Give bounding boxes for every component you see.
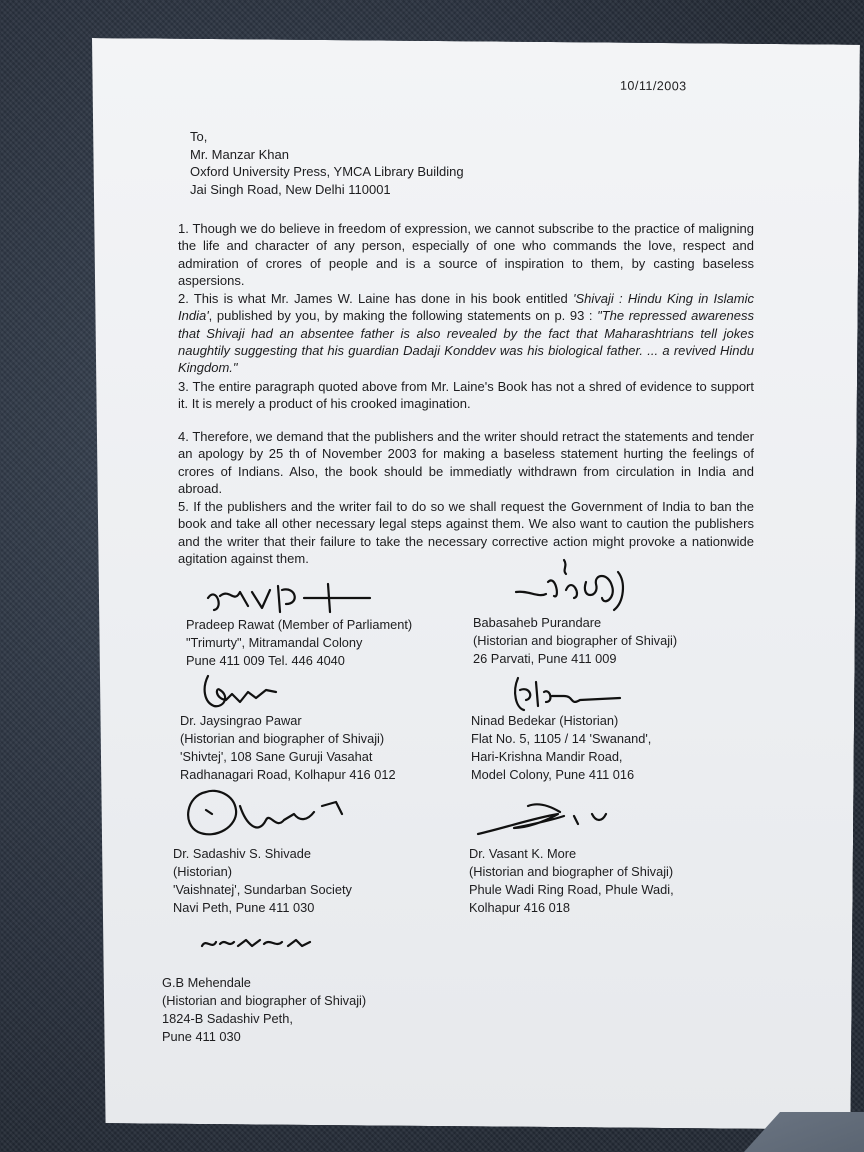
signatory-bedekar-address-1: Flat No. 5, 1105 / 14 'Swanand',	[471, 731, 652, 746]
recipient-address	[190, 128, 610, 198]
signatory-rawat-contact: Pune 411 009 Tel. 446 4040	[186, 653, 345, 668]
signatory-purandare	[473, 614, 677, 668]
signatory-pawar-name: Dr. Jaysingrao Pawar	[180, 713, 302, 728]
signatory-shivade	[173, 845, 352, 917]
paragraph-5: 5. If the publishers and the writer fail to do so we shall request the Government of India to ban the book and take all other necessary legal steps against them. We also want to caution the publishers and the writer that their failure to take the necessary corrective action might provoke a nationwide agitation against them.	[178, 499, 754, 566]
book-title: 'Shivaji : Hindu King in Islamic India'	[178, 291, 755, 324]
signatory-more	[469, 845, 674, 917]
recipient-line-1: Oxford University Press, YMCA Library Building	[190, 164, 464, 179]
paragraph-2	[178, 290, 754, 376]
salutation: To,	[190, 129, 208, 144]
signatory-shivade-address-2: Navi Peth, Pune 411 030	[173, 900, 315, 915]
signatory-shivade-address-1: 'Vaishnatej', Sundarban Society	[173, 882, 352, 897]
signatory-more-address-2: Kolhapur 416 018	[469, 900, 571, 915]
signature-purandare	[508, 552, 638, 622]
signatory-mehendale-address-2: Pune 411 030	[162, 1029, 241, 1044]
signatory-mehendale-title: (Historian and biographer of Shivaji)	[162, 993, 367, 1008]
signatory-pawar-title: (Historian and biographer of Shivaji)	[180, 731, 385, 746]
signatory-purandare-name: Babasaheb Purandare	[473, 615, 602, 630]
signature-more	[474, 798, 634, 844]
signatory-mehendale-address-1: 1824-B Sadashiv Peth,	[162, 1011, 293, 1026]
paragraph-3: 3. The entire paragraph quoted above from Mr. Laine's Book has not a shred of evidence to support it. It is merely a product of his crooked imagination.	[178, 379, 754, 412]
signatory-bedekar-name: Ninad Bedekar (Historian)	[471, 713, 619, 728]
signature-shivade	[176, 780, 366, 850]
signatory-bedekar-address-3: Model Colony, Pune 411 016	[471, 767, 635, 782]
signatory-purandare-address: 26 Parvati, Pune 411 009	[473, 651, 617, 666]
signature-mehendale	[198, 932, 328, 956]
signatory-rawat-name: Pradeep Rawat (Member of Parliament)	[186, 617, 413, 632]
signatory-pawar	[180, 712, 396, 784]
signatory-mehendale-name: G.B Mehendale	[162, 975, 251, 990]
paragraph-1: 1. Though we do believe in freedom of expression, we cannot subscribe to the practice of maligning the life and character of any person, especially of one who commands the love, respect and admiration of crores of people and is a source of inspiration to them, by casting baseless aspersions.	[178, 221, 754, 288]
signatory-pawar-address-2: Radhanagari Road, Kolhapur 416 012	[180, 767, 396, 782]
signatory-shivade-title: (Historian)	[173, 864, 233, 879]
paragraph-2-mid: , published by you, by making the following statements on p. 93 :	[208, 308, 598, 324]
recipient-name: Mr. Manzar Khan	[190, 146, 289, 162]
signatory-pawar-address-1: 'Shivtej', 108 Sane Guruji Vasahat	[180, 749, 373, 764]
signatory-more-name: Dr. Vasant K. More	[469, 846, 577, 861]
quoted-statement: "The repressed awareness that Shivaji had an absentee father is also revealed by the fact that Maharashtrians tell jokes naughtily suggesting that his guardian Dadaji Konddev was his biological father. ... a revived Hindu Kingdom."	[178, 308, 754, 376]
signature-rawat	[200, 578, 380, 618]
signatory-rawat	[186, 616, 412, 670]
paragraph-4: 4. Therefore, we demand that the publishers and the writer should retract the statements and tender an apology by 25 th of November 2003 for making a baseless statement hurting the feelings of crores of Indians. Also, the book should be immediatly withdrawn from circulation in India and abroad.	[178, 429, 754, 496]
signatory-bedekar	[471, 712, 651, 784]
signatory-shivade-name: Dr. Sadashiv S. Shivade	[173, 846, 311, 861]
paragraph-2-intro: 2. This is what Mr. James W. Laine has done in his book entitled	[178, 291, 574, 306]
signatory-more-address-1: Phule Wadi Ring Road, Phule Wadi,	[469, 882, 674, 897]
signatory-purandare-title: (Historian and biographer of Shivaji)	[473, 633, 678, 648]
signatory-more-title: (Historian and biographer of Shivaji)	[469, 864, 674, 879]
signatory-bedekar-address-2: Hari-Krishna Mandir Road,	[471, 749, 623, 764]
signatory-mehendale	[162, 974, 366, 1046]
signature-pawar	[196, 668, 286, 714]
signatory-rawat-address: "Trimurty", Mitramandal Colony	[186, 635, 363, 650]
letter-date: 10/11/2003	[619, 78, 687, 94]
recipient-line-2: Jai Singh Road, New Delhi 110001	[190, 181, 391, 197]
